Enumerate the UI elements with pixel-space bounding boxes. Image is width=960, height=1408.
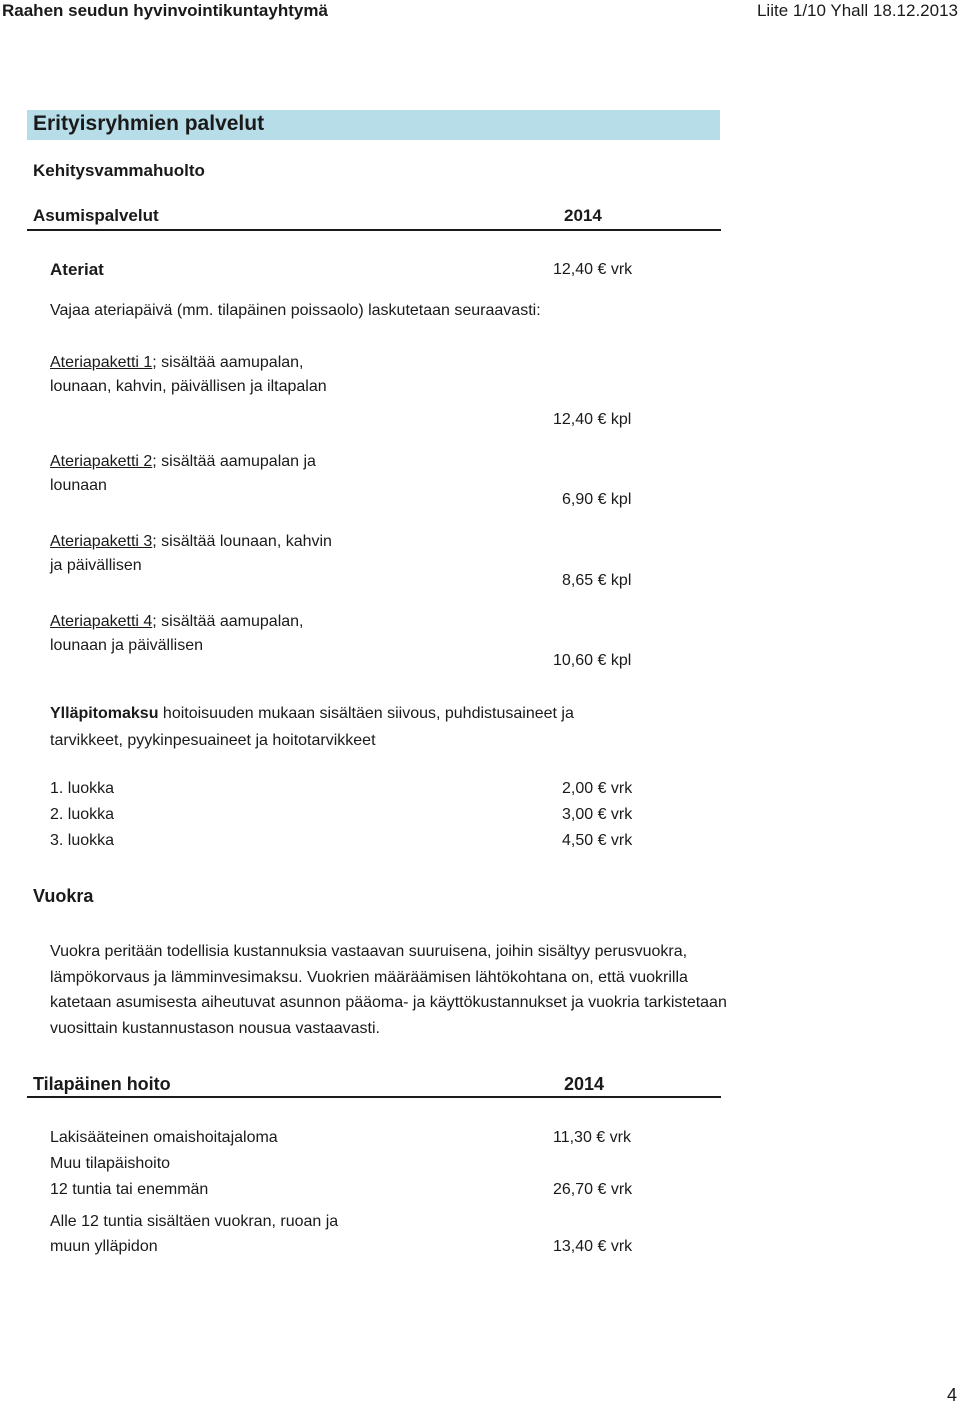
divider xyxy=(27,229,721,231)
banner-title: Erityisryhmien palvelut xyxy=(33,112,265,135)
package-desc: ; sisältää aamupalan, xyxy=(152,613,304,630)
section-title: Kehitysvammahuolto xyxy=(33,161,205,180)
class-price: 4,50 € vrk xyxy=(562,832,633,849)
class-label: 1. luokka xyxy=(50,780,115,797)
package-desc-line2: ja päivällisen xyxy=(50,557,142,574)
subsection-title: Asumispalvelut xyxy=(33,206,159,225)
class-label: 2. luokka xyxy=(50,806,115,823)
maintenance-desc: hoitoisuuden mukaan sisältäen siivous, puhdistusaineet ja xyxy=(158,705,574,722)
meals-label: Ateriat xyxy=(50,260,104,279)
rent-title: Vuokra xyxy=(33,886,94,906)
package-name: Ateriapaketti 3 xyxy=(50,533,153,550)
temp-care-year: 2014 xyxy=(564,1074,605,1094)
package-price: 6,90 € kpl xyxy=(562,491,632,508)
temp-care-price: 26,70 € vrk xyxy=(553,1181,633,1198)
year-heading: 2014 xyxy=(564,206,602,225)
maintenance-desc-line2: tarvikkeet, pyykinpesuaineet ja hoitotarvikkeet xyxy=(50,732,376,749)
divider xyxy=(27,1096,721,1098)
package-line xyxy=(50,613,303,631)
temp-care-label: 12 tuntia tai enemmän xyxy=(50,1181,209,1198)
temp-care-price: 11,30 € vrk xyxy=(553,1129,631,1146)
class-price: 3,00 € vrk xyxy=(562,806,633,823)
meals-price: 12,40 € vrk xyxy=(553,261,633,278)
package-desc: ; sisältää aamupalan, xyxy=(152,354,304,371)
rent-line: Vuokra peritään todellisia kustannuksia vastaavan suuruisena, joihin sisältyy perusvuokra, xyxy=(50,943,688,960)
temp-care-label: Lakisääteinen omaishoitajaloma xyxy=(50,1129,278,1146)
package-name: Ateriapaketti 2 xyxy=(50,453,153,470)
package-desc-line2: lounaan, kahvin, päivällisen ja iltapalan xyxy=(50,378,327,395)
rent-line: vuosittain kustannustason nousua vastaavasti. xyxy=(50,1019,380,1037)
class-label: 3. luokka xyxy=(50,832,115,849)
maintenance-line xyxy=(50,705,574,723)
maintenance-label: Ylläpitomaksu xyxy=(50,705,159,722)
section-banner xyxy=(27,110,720,140)
package-name: Ateriapaketti 4 xyxy=(50,613,153,630)
temp-care-label-line2: muun ylläpidon xyxy=(50,1238,158,1255)
package-desc: ; sisältää lounaan, kahvin xyxy=(152,533,332,550)
temp-care-price: 13,40 € vrk xyxy=(553,1238,633,1255)
temp-care-title: Tilapäinen hoito xyxy=(33,1074,171,1094)
page-number: 4 xyxy=(946,1385,957,1405)
package-price: 12,40 € kpl xyxy=(553,411,632,428)
package-desc-line2: lounaan ja päivällisen xyxy=(50,637,203,654)
temp-care-label: Muu tilapäishoito xyxy=(50,1155,171,1172)
rent-paragraph xyxy=(50,939,727,1041)
partial-day-note: Vajaa ateriapäivä (mm. tilapäinen poissaolo) laskutetaan seuraavasti: xyxy=(50,302,541,319)
header-reference: Liite 1/10 Yhall 18.12.2013 xyxy=(756,1,958,20)
package-price: 10,60 € kpl xyxy=(553,652,632,669)
package-name: Ateriapaketti 1 xyxy=(50,354,153,371)
package-line xyxy=(50,533,332,551)
package-line xyxy=(50,354,303,372)
package-desc: ; sisältää aamupalan ja xyxy=(152,453,316,470)
package-line xyxy=(50,453,316,471)
rent-line: katetaan asumisesta aiheutuvat asunnon pääoma- ja käyttökustannukset ja vuokria tarkistetaan xyxy=(50,994,727,1011)
package-price: 8,65 € kpl xyxy=(562,572,632,589)
rent-line: lämpökorvaus ja lämminvesimaksu. Vuokrien määräämisen lähtökohtana on, että vuokrilla xyxy=(50,968,688,986)
header-organization: Raahen seudun hyvinvointikuntayhtymä xyxy=(2,1,328,20)
temp-care-label: Alle 12 tuntia sisältäen vuokran, ruoan ja xyxy=(50,1213,339,1230)
package-desc-line2: lounaan xyxy=(50,477,107,494)
class-price: 2,00 € vrk xyxy=(562,780,633,797)
